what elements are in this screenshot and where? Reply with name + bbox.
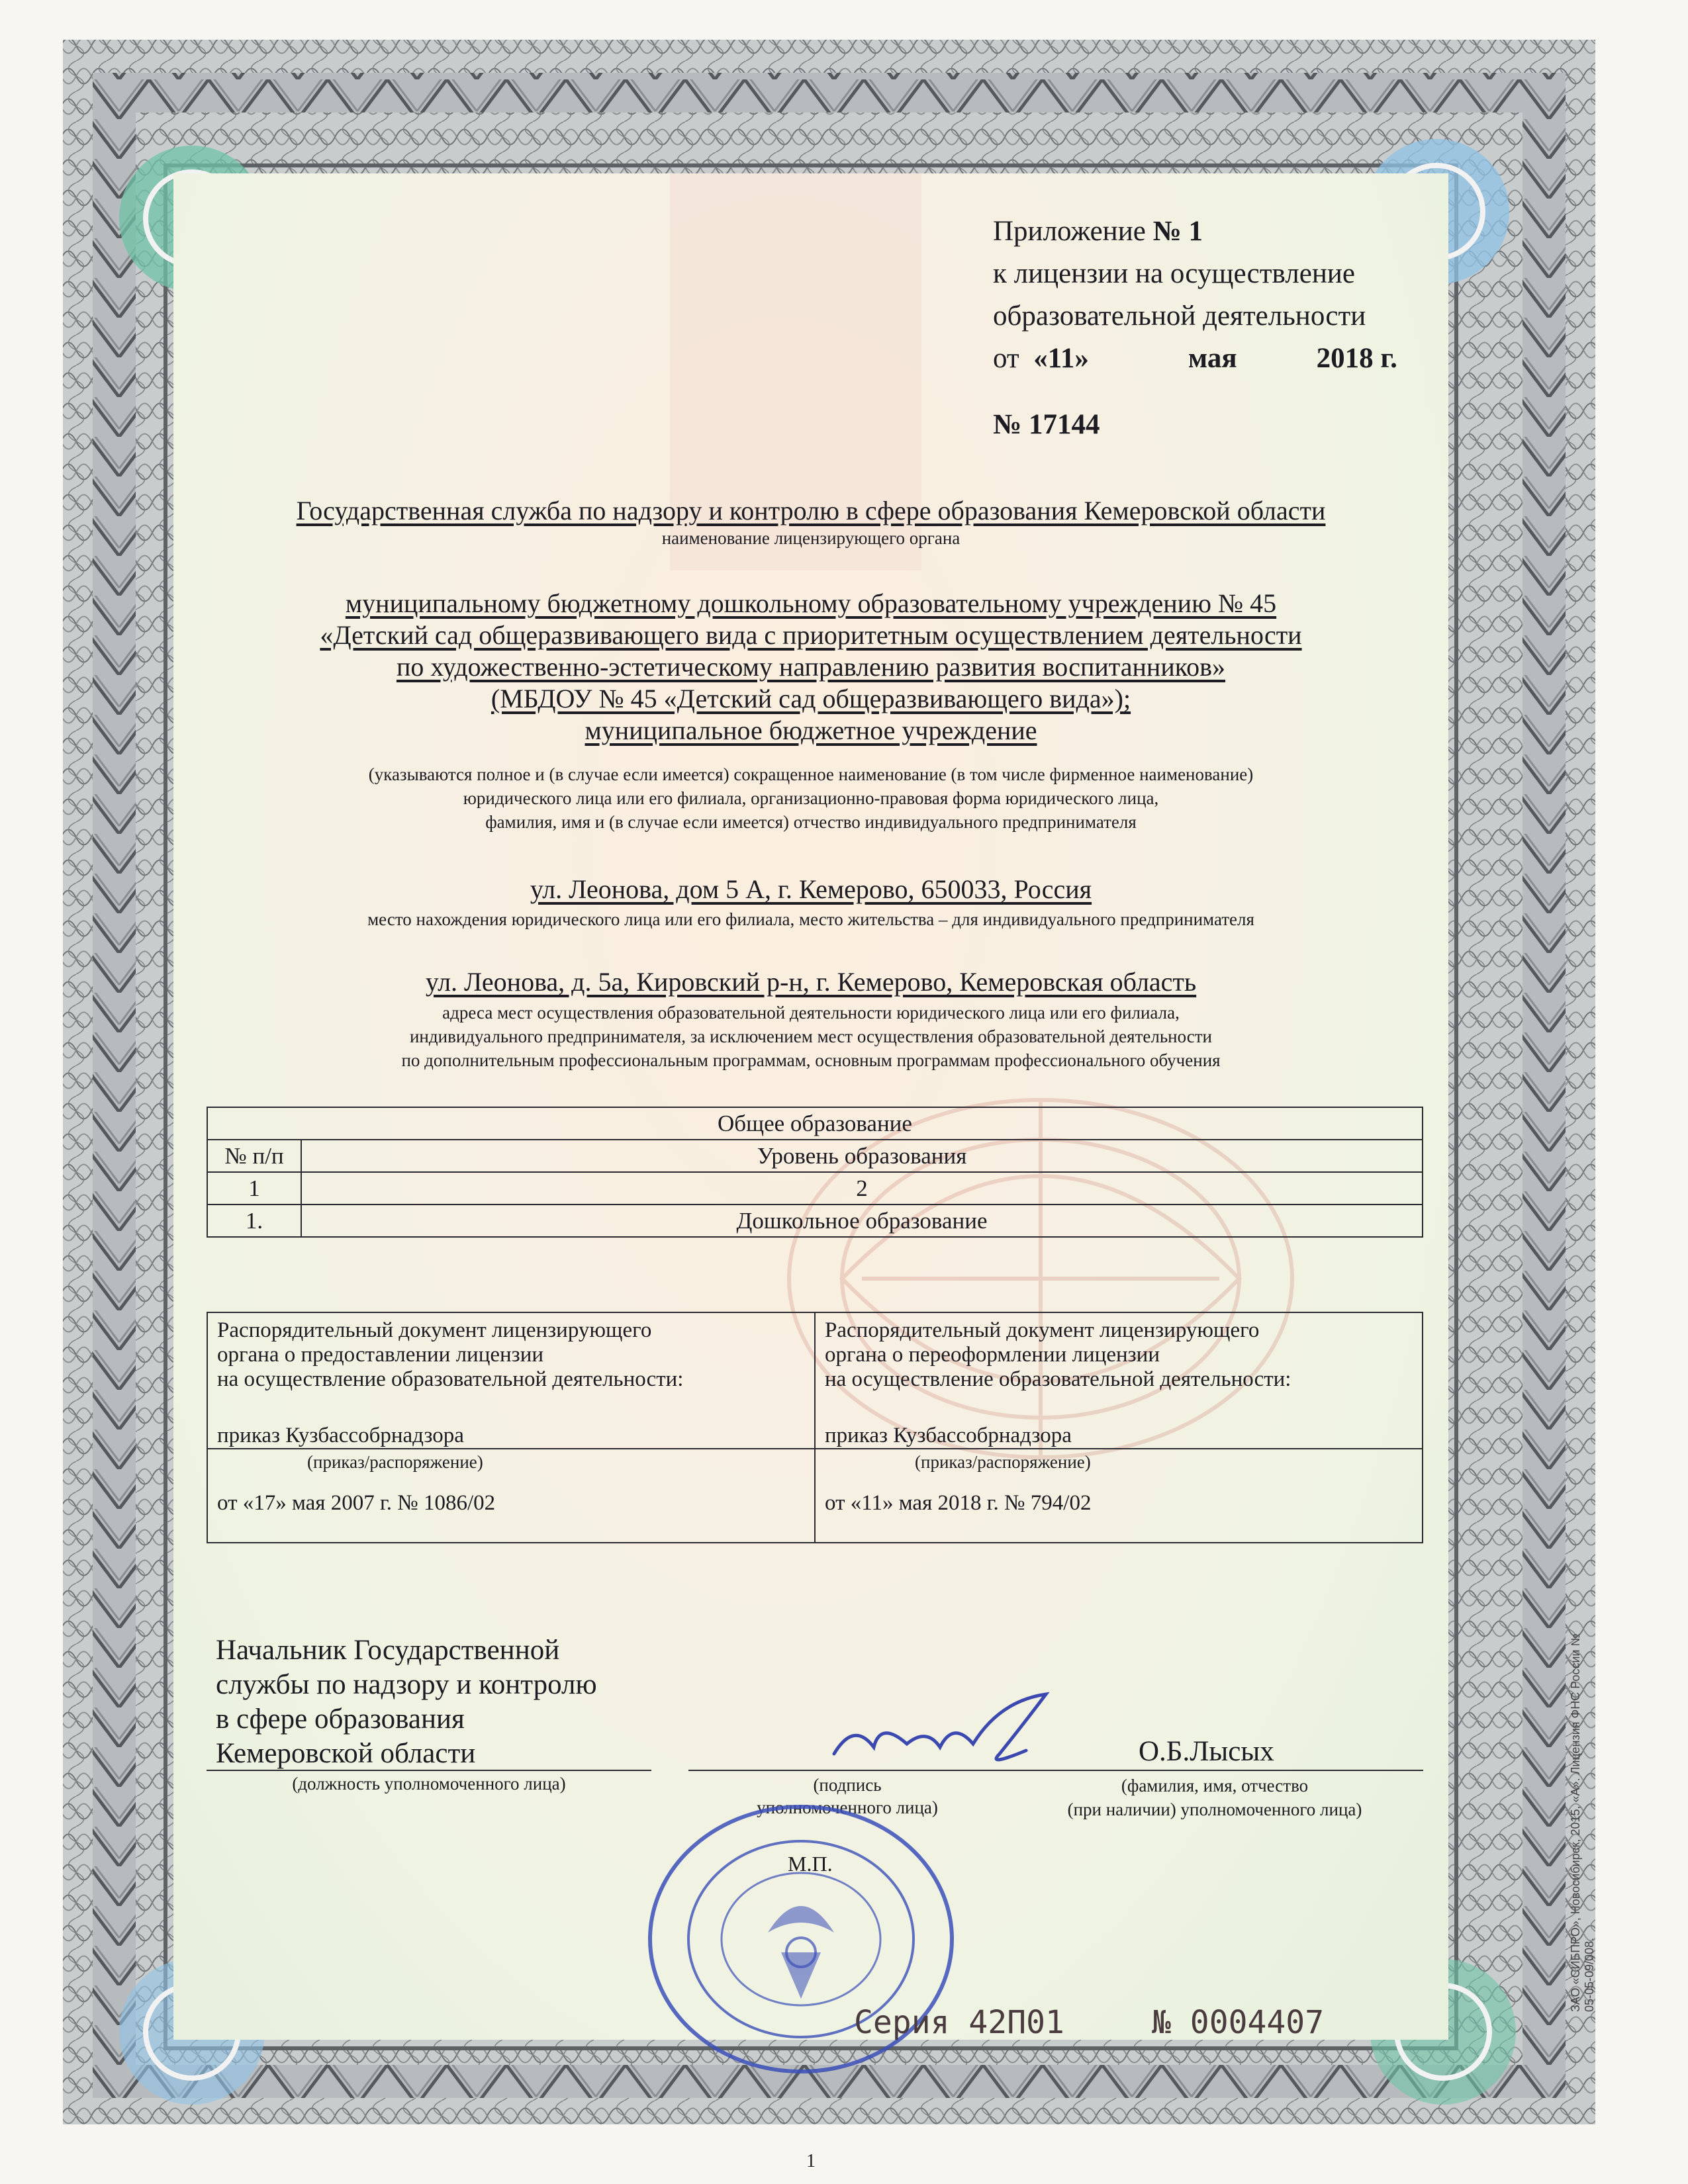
- licensee-caption: (указываются полное и (в случае если имеется) сокращенное наименование (в том числе фирменное наименование) юридического лица или его филиала, организационно-правовая форма юридического лица, фамилия, имя и (в случае если имеется) отчество индивидуального предпринимателя: [368, 764, 1254, 832]
- col-level-header: Уровень образования: [301, 1140, 1423, 1172]
- position-caption: (должность уполномоченного лица): [292, 1774, 566, 1794]
- legal-address-caption: место нахождения юридического лица или его филиала, место жительства – для индивидуального предпринимателя: [367, 909, 1254, 929]
- stamp-mark: М.П.: [788, 1852, 833, 1876]
- page-number: 1: [806, 2151, 816, 2171]
- activity-address: ул. Леонова, д. 5а, Кировский р-н, г. Кемерово, Кемеровская область: [425, 967, 1197, 997]
- row-level: Дошкольное образование: [301, 1205, 1423, 1237]
- signer-name: О.Б.Лысых: [1139, 1736, 1274, 1767]
- reissue-order-doc: приказ Кузбассобрнадзора: [825, 1424, 1072, 1447]
- grant-order-cell: Распорядительный документ лицензирующего органа о предоставлении лицензии на осуществление образовательной деятельности: приказ Кузбассобрнадзора (приказ/распоряжение) от «17» мая 2007 г. № 1086/02: [207, 1312, 815, 1543]
- form-series: Серия 42П01: [854, 2004, 1064, 2041]
- col-level-index: 2: [301, 1172, 1423, 1205]
- licensee-name: муниципальному бюджетному дошкольному образовательному учреждению № 45 «Детский сад общеразвивающего вида с приоритетным осуществлением деятельности по художественно-эстетическому направлению развития воспитанников» (МБДОУ № 45 «Детский сад общеразвивающего вида»); муниципальное бюджетное учреждение: [320, 588, 1302, 745]
- education-table: [207, 1107, 1423, 1238]
- annex-title: Приложение № 1: [993, 216, 1203, 247]
- license-number: № 17144: [993, 409, 1100, 440]
- table-row: [207, 1205, 1423, 1237]
- form-number: № 0004407: [1152, 2004, 1325, 2041]
- annex-header: [993, 210, 1397, 446]
- reissue-order-cell: Распорядительный документ лицензирующего органа о переоформлении лицензии на осуществление образовательной деятельности: приказ Кузбассобрнадзора (приказ/распоряжение) от «11» мая 2018 г. № 794/02: [815, 1312, 1423, 1543]
- authority-caption: наименование лицензирующего органа: [661, 528, 961, 548]
- row-number: 1.: [207, 1205, 301, 1237]
- authority-name: Государственная служба по надзору и контролю в сфере образования Кемеровской области: [296, 496, 1326, 525]
- table-title-row: [207, 1107, 1423, 1140]
- col-number-header: № п/п: [207, 1140, 301, 1172]
- position-line: [207, 1770, 651, 1771]
- reissue-order-doc-caption: (приказ/распоряжение): [816, 1448, 1422, 1473]
- printer-imprint: ЗАО «СИБПРО», Новосибирск, 2015, «А». Лицензия ФНС России № 05-05-09/008.: [1569, 1633, 1596, 2012]
- table-index-row: [207, 1172, 1423, 1205]
- name-caption: (фамилия, имя, отчество (при наличии) уполномоченного лица): [1067, 1776, 1362, 1819]
- reissue-order-date: от «11» мая 2018 г. № 794/02: [825, 1491, 1092, 1515]
- activity-address-caption: адреса мест осуществления образовательной деятельности юридического лица или его филиала, индивидуального предпринимателя, за исключением мест осуществления образовательной деятельности по дополнительным профессиональным программам, основным программам профессионального обучения: [401, 1003, 1221, 1070]
- grant-order-doc: приказ Кузбассобрнадзора: [217, 1424, 464, 1447]
- orders-table: [207, 1312, 1423, 1543]
- legal-address: ул. Леонова, дом 5 А, г. Кемерово, 650033, Россия: [530, 874, 1092, 904]
- col-number-index: 1: [207, 1172, 301, 1205]
- handwritten-signature: [827, 1681, 1079, 1774]
- signature-caption: (подпись уполномоченного лица): [757, 1775, 938, 1817]
- grant-order-doc-caption: (приказ/распоряжение): [208, 1448, 814, 1473]
- signer-position: Начальник Государственной службы по надзору и контролю в сфере образования Кемеровской области: [216, 1635, 597, 1769]
- grant-order-date: от «17» мая 2007 г. № 1086/02: [217, 1491, 496, 1515]
- name-line: [1006, 1770, 1423, 1771]
- table-title: Общее образование: [207, 1107, 1423, 1140]
- table-header-row: [207, 1140, 1423, 1172]
- annex-line-3: образовательной деятельности: [993, 300, 1366, 332]
- annex-date: от «11» мая 2018 г.: [993, 343, 1397, 374]
- annex-line-2: к лицензии на осуществление: [993, 258, 1355, 289]
